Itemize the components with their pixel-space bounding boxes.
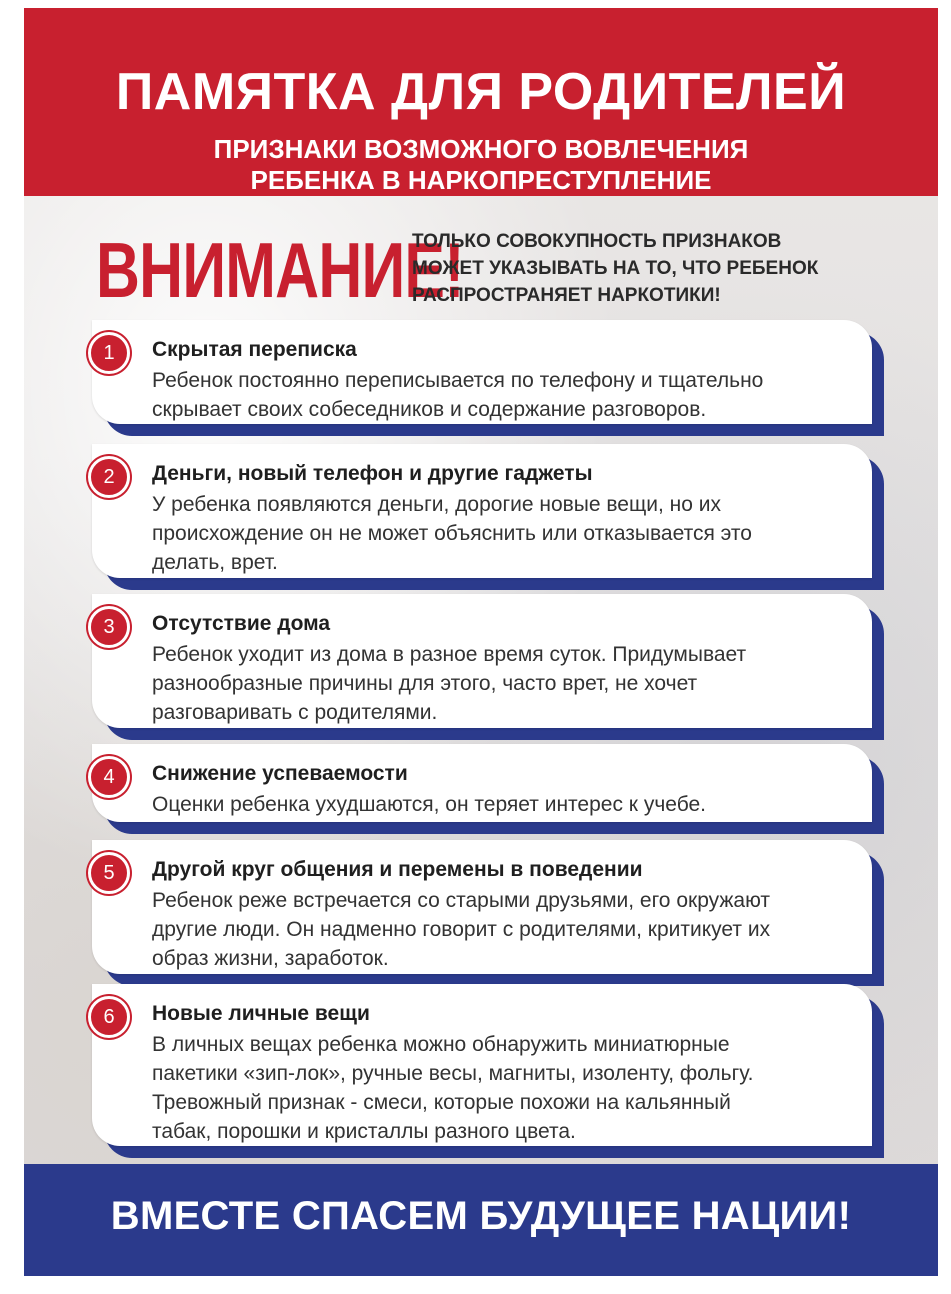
sign-card-1 [92, 320, 872, 424]
sign-number-badge: 5 [88, 852, 130, 894]
sign-card-4 [92, 744, 872, 822]
sign-number-badge: 1 [88, 332, 130, 374]
sign-title: Скрытая переписка [152, 338, 357, 361]
sign-description-line: Ребенок уходит из дома в разное время суток. Придумывает [152, 643, 747, 666]
sign-description-line: Оценки ребенка ухудшаются, он теряет интерес к учебе. [152, 793, 707, 816]
sign-title: Снижение успеваемости [152, 762, 408, 785]
sign-description-line: Ребенок постоянно переписывается по телефону и тщательно [152, 369, 764, 392]
sign-title: Деньги, новый телефон и другие гаджеты [152, 462, 593, 485]
sign-description-line: разнообразные причины для этого, часто врет, не хочет [152, 672, 698, 695]
sign-description-line: Ребенок реже встречается со старыми друзьями, его окружают [152, 889, 771, 912]
sign-number-badge: 2 [88, 456, 130, 498]
subtitle-line: РЕБЕНКА В НАРКОПРЕСТУПЛЕНИЕ [250, 165, 712, 195]
page-title: ПАМЯТКА ДЛЯ РОДИТЕЛЕЙ [115, 63, 847, 121]
sign-card-5 [92, 840, 872, 974]
subtitle-line: ПРИЗНАКИ ВОЗМОЖНОГО ВОВЛЕЧЕНИЯ [213, 134, 749, 164]
sign-description-line: происхождение он не может объяснить или отказывается это [152, 522, 752, 545]
footer-slogan: ВМЕСТЕ СПАСЕМ БУДУЩЕЕ НАЦИИ! [110, 1194, 852, 1238]
sign-card-2 [92, 444, 872, 578]
sign-description [152, 790, 872, 819]
attention-heading: ВНИМАНИЕ! [96, 226, 464, 314]
sign-description-line: пакетики «зип-лок», ручные весы, магниты, изоленту, фольгу. [152, 1062, 754, 1085]
header-banner [24, 8, 938, 196]
attention-note-line: РАСПРОСТРАНЯЕТ НАРКОТИКИ! [412, 285, 721, 306]
sign-description [152, 1030, 872, 1146]
sign-description-line: У ребенка появляются деньги, дорогие новые вещи, но их [152, 493, 722, 516]
sign-description-line: скрывает своих собеседников и содержание разговоров. [152, 398, 707, 421]
footer-banner [24, 1164, 938, 1276]
sign-title: Другой круг общения и перемены в поведении [152, 858, 643, 881]
attention-note [412, 228, 912, 309]
sign-description-line: образ жизни, заработок. [152, 947, 389, 970]
sign-number-badge: 3 [88, 606, 130, 648]
attention-note-line: МОЖЕТ УКАЗЫВАТЬ НА ТО, ЧТО РЕБЕНОК [412, 258, 819, 279]
attention-note-line: ТОЛЬКО СОВОКУПНОСТЬ ПРИЗНАКОВ [412, 231, 782, 252]
sign-title: Новые личные вещи [152, 1002, 370, 1025]
sign-number-badge: 4 [88, 756, 130, 798]
sign-description-line: разговаривать с родителями. [152, 701, 438, 724]
sign-description-line: табак, порошки и кристаллы разного цвета. [152, 1120, 576, 1143]
sign-description [152, 886, 872, 973]
sign-description [152, 490, 872, 577]
sign-description-line: другие люди. Он надменно говорит с родителями, критикует их [152, 918, 771, 941]
sign-description-line: делать, врет. [152, 551, 278, 574]
sign-card-6 [92, 984, 872, 1146]
page-subtitle [24, 134, 938, 196]
sign-title: Отсутствие дома [152, 612, 331, 635]
sign-description [152, 640, 872, 727]
sign-description [152, 366, 872, 424]
sign-number-badge: 6 [88, 996, 130, 1038]
sign-description-line: В личных вещах ребенка можно обнаружить миниатюрные [152, 1033, 730, 1056]
sign-card-3 [92, 594, 872, 728]
sign-description-line: Тревожный признак - смеси, которые похожи на кальянный [152, 1091, 731, 1114]
poster [24, 8, 938, 1276]
